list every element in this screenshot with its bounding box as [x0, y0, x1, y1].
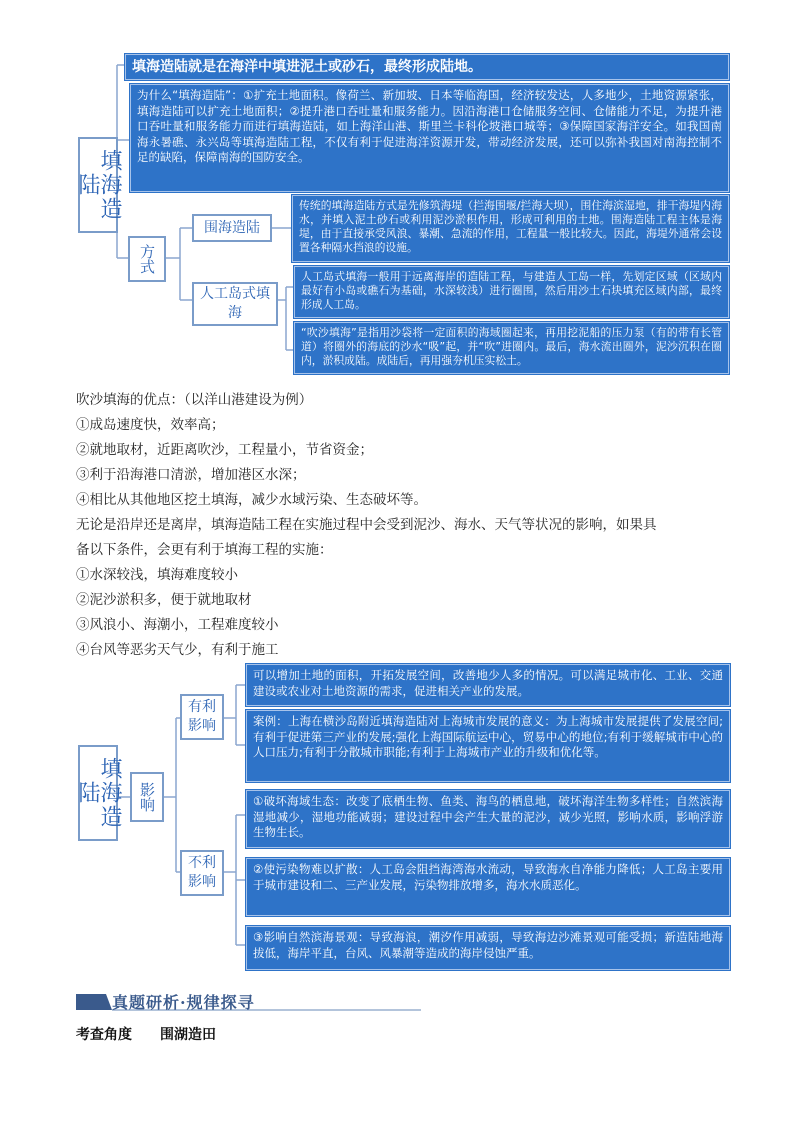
text-line: ④相比从其他地区挖土填海，减少水域污染、生态破坏等。	[76, 492, 427, 508]
text-line: ②泥沙淤积多，便于就地取材	[76, 592, 252, 608]
impact-node: 影响	[130, 772, 164, 822]
bad-impact-box-2: ②使污染物难以扩散：人工岛会阻挡海湾海水流动，导致海水自净能力降低；人工岛主要用于城市建设和二、三产业发展，污染物排放增多，海水水质恶化。	[246, 858, 730, 916]
bad-impact-box-3: ③影响自然滨海景观：导致海浪，潮汐作用减弱，导致海边沙滩景观可能受损；新造陆地海拔低，海岸平直，台风、风暴潮等造成的海岸侵蚀严重。	[246, 926, 730, 970]
text-line: ③利于沿海港口清淤，增加港区水深；	[76, 467, 306, 483]
good-impact-box-1: 可以增加土地的面积，开拓发展空间，改善地少人多的情况。可以满足城市化、工业、交通建设或农业对土地资源的需求，促进相关产业的发展。	[246, 664, 730, 706]
bad-impact-box-1: ①破坏海域生态：改变了底栖生物、鱼类、海鸟的栖息地，破坏海洋生物多样性；自然滨海湿地减少，湿地功能减弱；建设过程中会产生大量的泥沙，减少光照，影响水质，影响浮游生物生长。	[246, 790, 730, 848]
exam-angle-heading: 考查角度 围湖造田	[76, 1027, 216, 1043]
map2-root-node: 填海造陆	[78, 745, 118, 841]
method1-text-box: 传统的填海造陆方式是先修筑海堤（拦海围堰/拦海大坝），围住海滨湿地，排干海堤内海水，并填入泥土砂石或利用泥沙淤积作用，形成可利用的土地。围海造陆工程主体是海堤，由于直接承受风浪、暴潮、急流的作用，工程量一般比较大。因此，海堤外通常会设置各种隔水挡浪的设施。	[292, 195, 729, 262]
method1-node: 围海造陆	[192, 214, 272, 242]
text-line: ④台风等恶劣天气少，有利于施工	[76, 642, 279, 658]
method2-node: 人工岛式填海	[192, 282, 278, 326]
method3-text-box: “吹沙填海”是指用沙袋将一定面积的海域圈起来，再用挖泥船的压力泵（有的带有长管道）将圈外的海底的沙水“吸”起，并“吹”进圈内。最后，海水流出圈外，泥沙沉积在圈内，淤积成陆。成陆后，再用强夯机压实松土。	[294, 322, 729, 374]
text-line: ③风浪小、海潮小，工程难度较小	[76, 617, 279, 633]
reason-box: 为什么“填海造陆”：①扩充土地面积。像荷兰、新加坡、日本等临海国，经济较发达，人多地少，土地资源紧张，填海造陆可以扩充土地面积；②提升港口吞吐量和服务能力。因沿海港口仓储服务空间、仓储能力不足，为提升港口吞吐量和服务能力而进行填海造陆，如上海洋山港、斯里兰卡科伦坡港口城等；③保障国家海洋安全。如我国南海永暑礁、永兴岛等填海造陆工程，不仅有利于促进海洋资源开发，带动经济发展，还可以弥补我国对南海控制不足的缺陷，保障南海的国防安全。	[130, 84, 729, 192]
definition-box: 填海造陆就是在海洋中填进泥土或砂石，最终形成陆地。	[125, 54, 729, 80]
bad-impact-node: 不利影响	[180, 850, 224, 896]
section-title: 真题研析·规律探寻	[112, 993, 255, 1012]
map1-root-node: 填海造陆	[78, 137, 118, 233]
method-node: 方式	[128, 236, 166, 282]
good-impact-box-2: 案例：上海在横沙岛附近填海造陆对上海城市发展的意义：为上海城市发展提供了发展空间;有利于促进第三产业的发展;强化上海国际航运中心，贸易中心的地位;有利于缓解城市中心的人口压力;有利于分散城市职能;有利于上海城市产业的升级和优化等。	[246, 710, 730, 782]
method2-text-box: 人工岛式填海一般用于远离海岸的造陆工程，与建造人工岛一样，先划定区域（区域内最好有小岛或礁石为基础，水深较浅）进行圈围，然后用沙土石块填充区域内部，最终形成人工岛。	[294, 266, 729, 318]
text-line: ①水深较浅，填海难度较小	[76, 567, 238, 583]
good-impact-node: 有利影响	[180, 694, 224, 740]
text-line: ①成岛速度快，效率高；	[76, 417, 225, 433]
text-line: 吹沙填海的优点：（以洋山港建设为例）	[76, 392, 313, 408]
text-line: 无论是沿岸还是离岸，填海造陆工程在实施过程中会受到泥沙、海水、天气等状况的影响，如果具	[76, 517, 657, 533]
text-line: ②就地取材，近距离吹沙，工程量小，节省资金；	[76, 442, 373, 458]
text-line: 备以下条件，会更有利于填海工程的实施：	[76, 542, 333, 558]
